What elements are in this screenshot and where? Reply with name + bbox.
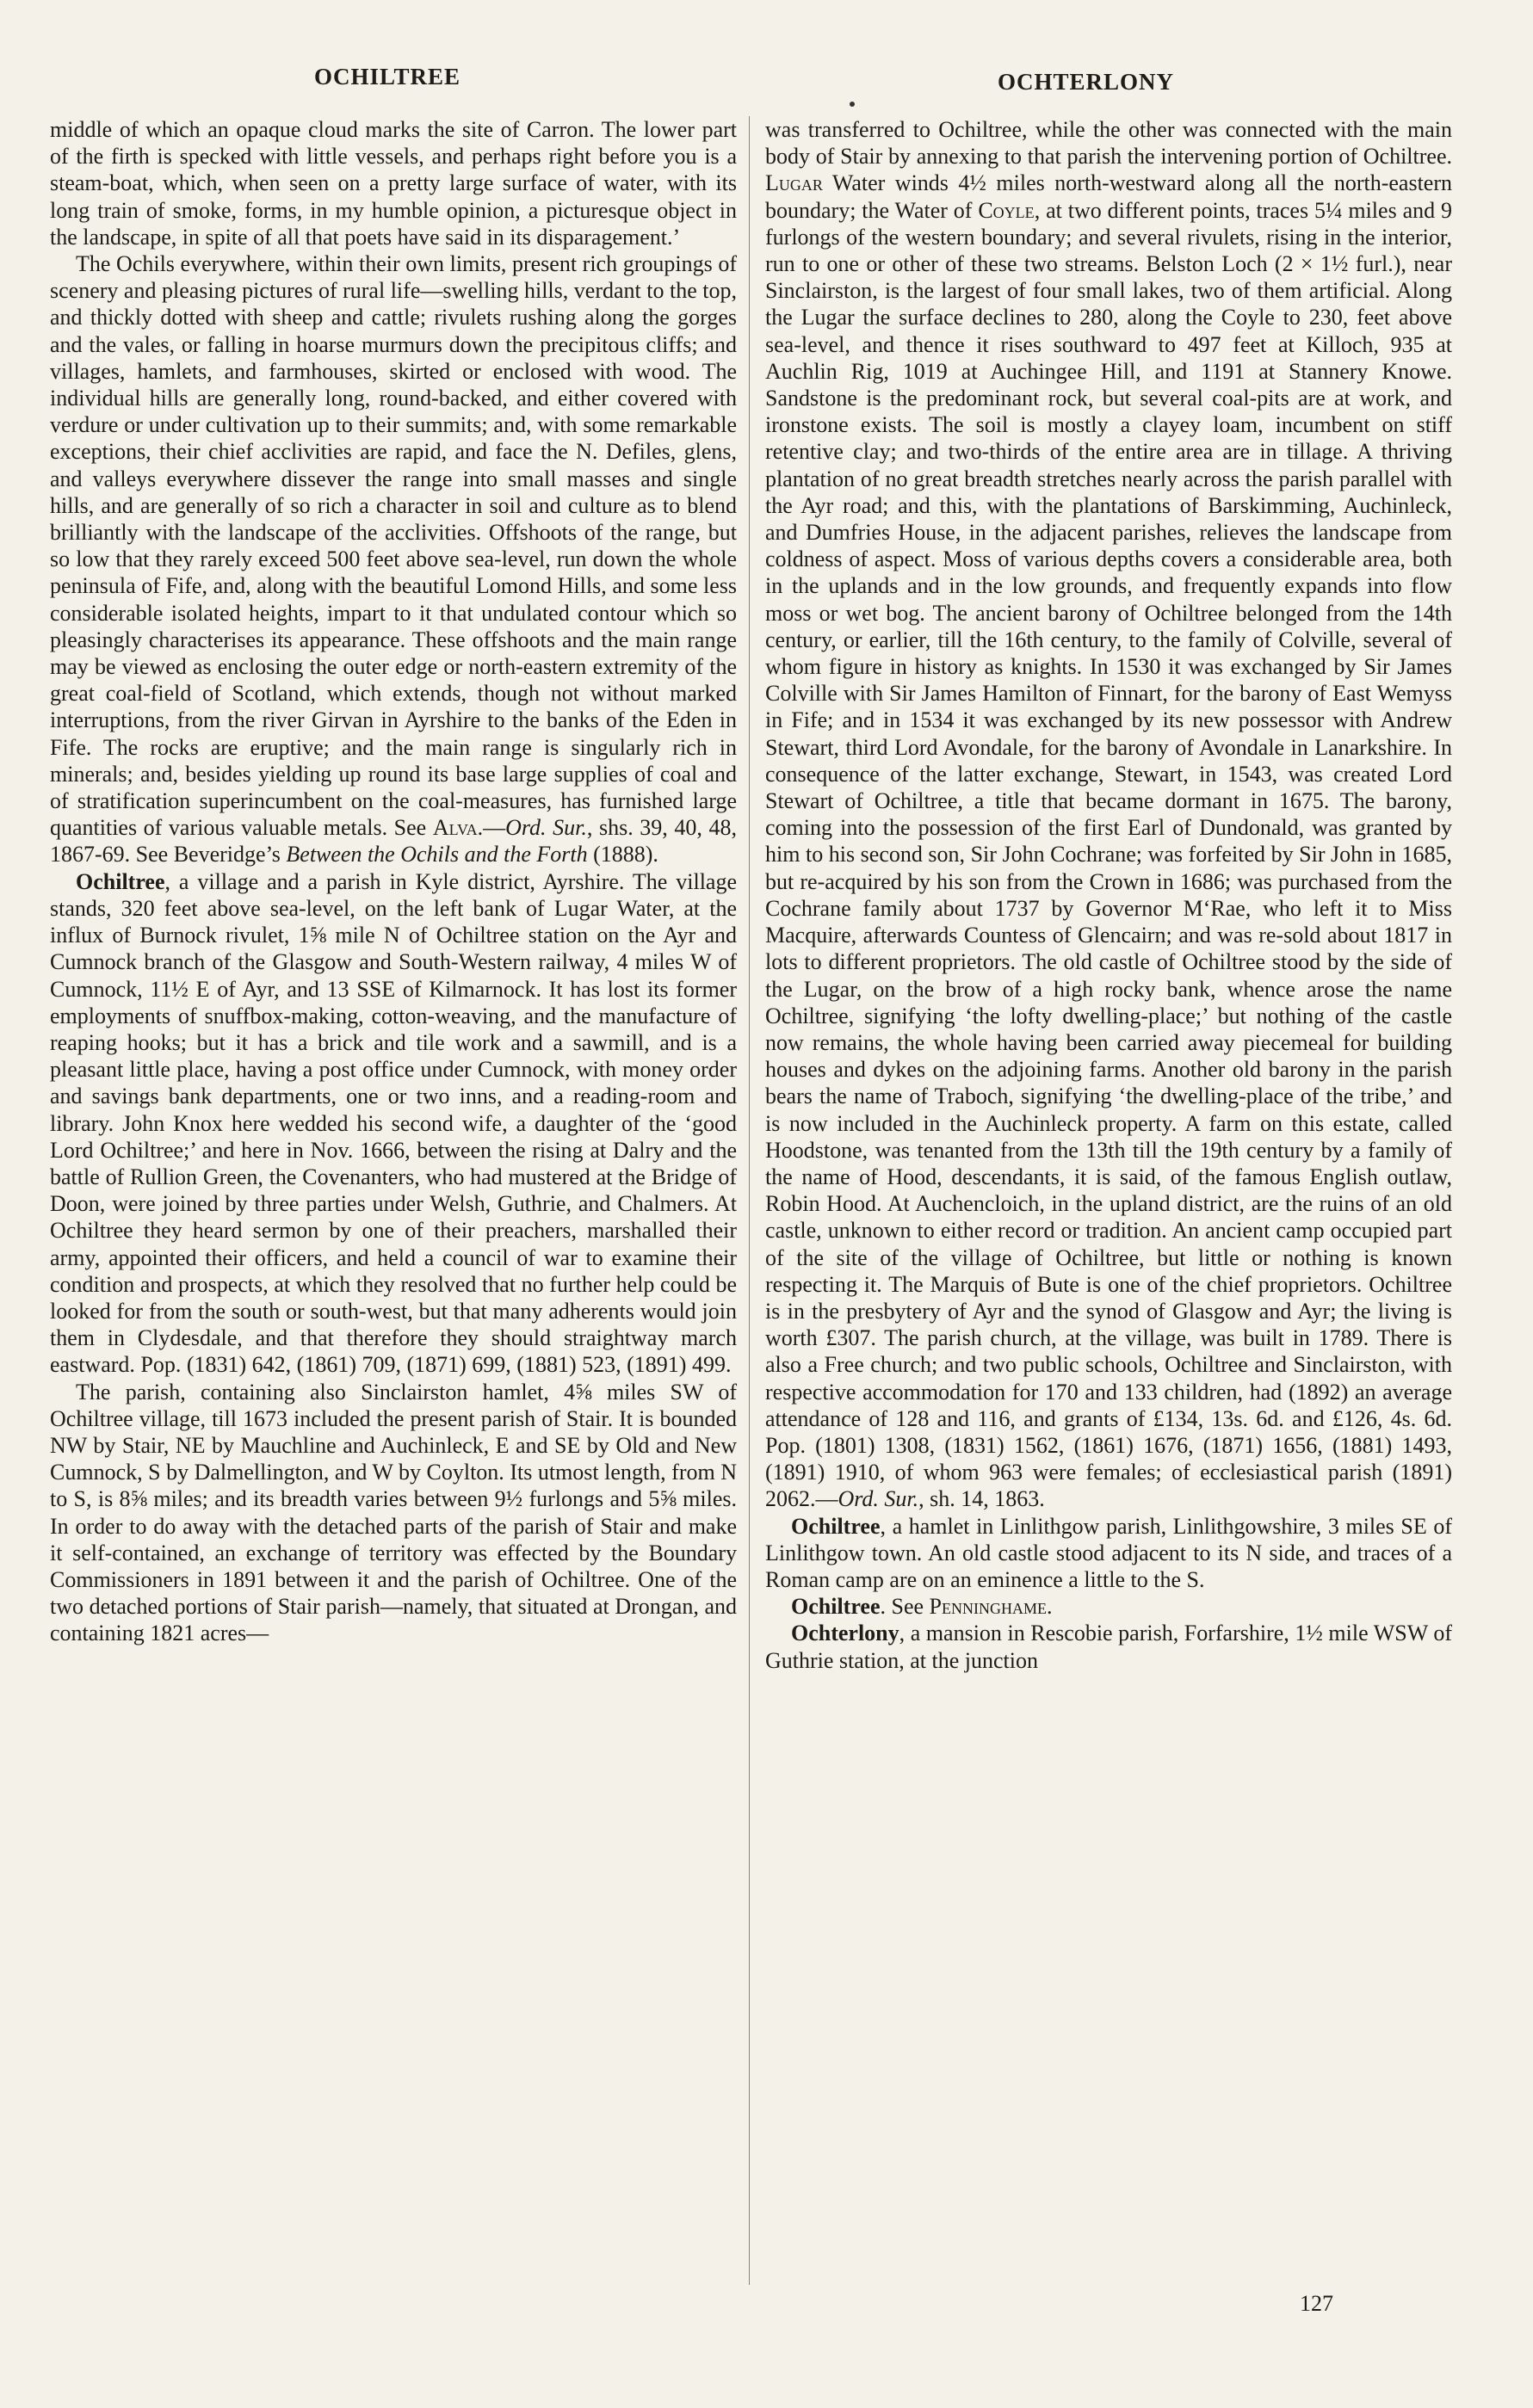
text-run: .— [477,815,506,841]
cross-reference: Coyle [978,197,1035,223]
entry-headword: Ochiltree [76,868,165,894]
text-run: was transferred to Ochiltree, while the other was connected with the main body of Stair by annexing to that parish the intervening portion of Ochiltree. [765,117,1452,170]
header-ornament-dot [850,102,855,107]
text-run: Water winds 4½ miles north-westward along all the north-eastern boundary; the Water of [765,170,1452,223]
italic-text: Between the Ochils and the Forth [286,842,588,867]
text-run: . See [880,1594,930,1620]
text-run: . [1046,1594,1053,1620]
text-run: The Ochils everywhere, within their own limits, present rich groupings of scenery and pleasing pictures of rural life—swelling hills, verdant to the top, and thickly dotted with sheep and cattle; rivulets rushing along the gorges and the vales, or falling in hoarse murmurs down the precipitous cliffs; and villages, hamlets, and farmhouses, skirted or enclosed with wood. The individual hills are generally long, round-backed, and either covered with verdure or under cultivation up to their summits; and, with some remarkable exceptions, their chief acclivities are rapid, and face the N. Defiles, glens, and valleys everywhere dissever the range into small masses and single hills, and are generally of so rich a character in soil and culture as to blend brilliantly with the landscape of the acclivities. Offshoots of the range, but so low that they rarely exceed 500 feet above sea-level, run down the whole peninsula of Fife, and, along with the beautiful Lomond Hills, and some less considerable isolated heights, impart to it that undulated contour which so pleasingly characterises its appearance. These offshoots and the main range may be viewed as enclosing the outer edge or north-eastern extremity of the great coal-field of Scotland, which extends, though not without marked interruptions, from the river Girvan in Ayrshire to the banks of the Eden in Fife. The rocks are eruptive; and the main range is singularly rich in minerals; and, besides yielding up round its base large supplies of coal and of stratification superincumbent on the coal-measures, has furnished large quantities of various valuable metals. See [50,251,737,841]
text-run: middle of which an opaque cloud marks the site of Carron. The lower part of the firth is specked with little vessels, and perhaps right before you is a steam-boat, which, when seen on a pretty large surface of water, with its long train of smoke, forms, in my humble opinion, a picturesque object in the landscape, in spite of all that poets have said in its disparagement.’ [50,117,737,250]
paragraph-continuation [50,116,737,250]
text-run: , shs. 39, 40, 48, 1867-69. See Beveridge’s [50,815,737,867]
paragraph [765,1513,1452,1594]
italic-text: Ord. Sur. [838,1486,919,1512]
entry-headword: Ochiltree [791,1594,881,1620]
left-column [50,116,737,1647]
text-run: , a mansion in Rescobie parish, Forfarshire, 1½ mile WSW of Guthrie station, at the junction [765,1621,1452,1673]
running-head-right: OCHTERLONY [998,69,1175,95]
text-run: (1888). [587,842,658,867]
paragraph [50,1379,737,1647]
paragraph [50,250,737,868]
cross-reference: Alva [432,815,478,841]
right-column [765,116,1452,1674]
running-head-left: OCHILTREE [314,64,461,90]
text-run: The parish, containing also Sinclairston hamlet, 4⅝ miles SW of Ochiltree village, till 1673 included the present parish of Stair. It is bounded NW by Stair, NE by Mauchline and Auchinleck, E and SE by Old and New Cumnock, S by Dalmellington, and W by Coylton. Its utmost length, from N to S, is 8⅝ miles; and its breadth varies between 9½ furlongs and 5⅝ miles. In order to do away with the detached parts of the parish of Stair and make it self-contained, an exchange of territory was effected by the Boundary Commissioners in 1891 between it and the parish of Ochiltree. One of the two detached portions of Stair parish—namely, that situated at Drongan, and containing 1821 acres— [50,1379,737,1646]
italic-text: Ord. Sur. [505,815,587,841]
paragraph [765,1620,1452,1673]
text-run: , a hamlet in Linlithgow parish, Linlithgowshire, 3 miles SE of Linlithgow town. An old castle stood adjacent to its N side, and traces of a Roman camp are on an eminence a little to the S. [765,1513,1452,1592]
cross-reference: Lugar [765,170,823,196]
paragraph [765,1593,1452,1620]
paragraph-continuation [765,116,1452,1513]
page-number: 127 [1300,2291,1333,2316]
text-run: , a village and a parish in Kyle district, Ayrshire. The village stands, 320 feet above sea-level, on the left bank of Lugar Water, at the influx of Burnock rivulet, 1⅝ mile N of Ochiltree station on the Ayr and Cumnock branch of the Glasgow and South-Western railway, 4 miles W of Cumnock, 11½ E of Ayr, and 13 SSE of Kilmarnock. It has lost its former employments of snuffbox-making, cotton-weaving, and the manufacture of reaping hooks; but it has a brick and tile work and a sawmill, and is a pleasant little place, having a post office under Cumnock, with money order and savings bank departments, one or two inns, and a reading-room and library. John Knox here wedded his second wife, a daughter of the ‘good Lord Ochiltree;’ and here in Nov. 1666, between the rising at Dalry and the battle of Rullion Green, the Covenanters, who had mustered at the Bridge of Doon, were joined by three parties under Welsh, Guthrie, and Chalmers. At Ochiltree they heard sermon by one of their preachers, marshalled their army, appointed their officers, and held a council of war to examine their condition and prospects, at which they resolved that no further help could be looked for from the south or south-west, but that many adherents would join them in Clydesdale, and that therefore they should straightway march eastward. Pop. (1831) 642, (1861) 709, (1871) 699, (1881) 523, (1891) 499. [50,868,737,1378]
entry-headword: Ochiltree [791,1513,881,1539]
text-run: , sh. 14, 1863. [918,1486,1045,1512]
text-run: , at two different points, traces 5¼ miles and 9 furlongs of the western boundary; and several rivulets, rising in the interior, run to one or other of these two streams. Belston Loch (2 × 1½ furl.), near Sinclairston, is the largest of four small lakes, two of them artificial. Along the Lugar the surface declines to 280, along the Coyle to 230, feet above sea-level, and thence it rises southward to 497 feet at Killoch, 935 at Auchlin Rig, 1019 at Auchingee Hill, and 1191 at Stannery Knowe. Sandstone is the predominant rock, but several coal-pits are at work, and ironstone exists. The soil is mostly a clayey loam, incumbent on stiff retentive clay; and two-thirds of the entire area are in tillage. A thriving plantation of no great breadth stretches nearly across the parish parallel with the Ayr road; and this, with the plantations of Barskimming, Auchinleck, and Dumfries House, in the adjacent parishes, relieves the landscape from coldness of aspect. Moss of various depths covers a considerable area, both in the uplands and in the low grounds, and frequently expands into flow moss or wet bog. The ancient barony of Ochiltree belonged from the 14th century, or earlier, till the 16th century, to the family of Colville, several of whom figure in history as knights. In 1530 it was exchanged by Sir James Colville with Sir James Hamilton of Finnart, for the barony of East Wemyss in Fife; and in 1534 it was exchanged by its new possessor with Andrew Stewart, third Lord Avondale, for the barony of Avondale in Lanarkshire. In consequence of the latter exchange, Stewart, in 1543, was created Lord Stewart of Ochiltree, a title that became dormant in 1675. The barony, coming into the possession of the first Earl of Dundonald, was granted by him to his second son, Sir John Cochrane; was forfeited by Sir John in 1685, but re-acquired by his son from the Crown in 1686; was purchased from the Cochrane family about 1737 by Governor M‘Rae, who left it to Miss Macquire, afterwards Countess of Glencairn; and was re-sold about 1817 in lots to different proprietors. The old castle of Ochiltree stood by the side of the Lugar, on the brow of a high rocky bank, whence arose the name Ochiltree, signifying ‘the lofty dwelling-place;’ but nothing of the castle now remains, the whole having been carried away piecemeal for building houses and dykes on the adjoining farms. Another old barony in the parish bears the name of Traboch, signifying ‘the dwelling-place of the tribe,’ and is now included in the Auchinleck property. A farm on this estate, called Hoodstone, was tenanted from the 13th till the 19th century by a family of the name of Hood, descendants, it is said, of the famous English outlaw, Robin Hood. At Auchencloich, in the upland district, are the ruins of an old castle, unknown to either record or tradition. An ancient camp occupied part of the site of the village of Ochiltree, but little or nothing is known respecting it. The Marquis of Bute is one of the chief proprietors. Ochiltree is in the presbytery of Ayr and the synod of Glasgow and Ayr; the living is worth £307. The parish church, at the village, was built in 1789. There is also a Free church; and two public schools, Ochiltree and Sinclairston, with respective accommodation for 170 and 133 children, had (1892) an average attendance of 128 and 116, and grants of £134, 13s. 6d. and £126, 4s. 6d. Pop. (1801) 1308, (1831) 1562, (1861) 1676, (1871) 1656, (1881) 1493, (1891) 1910, of whom 963 were females; of ecclesiastical parish (1891) 2062.— [765,197,1452,1512]
paragraph [50,868,737,1379]
cross-reference: Penninghame [929,1594,1047,1620]
column-divider [749,116,750,2285]
entry-headword: Ochterlony [791,1621,899,1646]
